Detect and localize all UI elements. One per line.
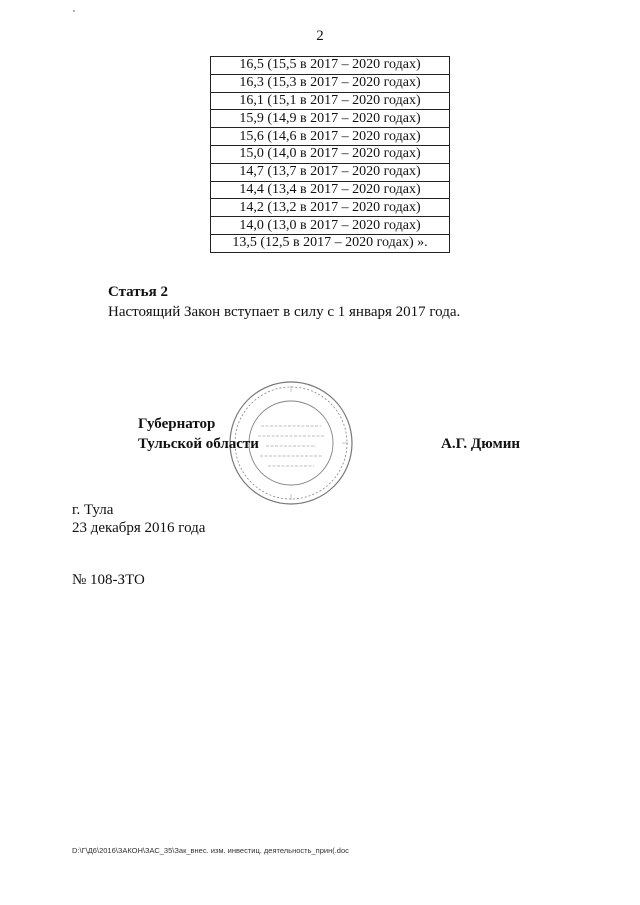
table-row xyxy=(211,199,450,217)
governor-title: Губернатор xyxy=(138,416,216,432)
table-row xyxy=(211,57,450,75)
table-row xyxy=(211,163,450,181)
table-row xyxy=(211,181,450,199)
table-cell: 15,9 (14,9 в 2017 – 2020 годах) xyxy=(211,110,450,128)
governor-name: А.Г. Дюмин xyxy=(441,436,521,452)
table-row xyxy=(211,74,450,92)
article-heading: Статья 2 xyxy=(108,284,168,300)
table-cell: 14,2 (13,2 в 2017 – 2020 годах) xyxy=(211,199,450,217)
table-cell: 14,0 (13,0 в 2017 – 2020 годах) xyxy=(211,217,450,235)
page-number: 2 xyxy=(316,28,324,44)
governor-region: Тульской области xyxy=(138,436,259,452)
rate-table xyxy=(210,56,450,253)
table-cell: 13,5 (12,5 в 2017 – 2020 годах) ». xyxy=(211,234,450,252)
table-row xyxy=(211,128,450,146)
file-path: D:\Г\Д6\2016\ЗАКОН\ЗАС_35\Зак_внес. изм. инвестиц. деятельность_прин(.doc xyxy=(72,846,349,855)
signing-date: 23 декабря 2016 года xyxy=(72,520,206,536)
table-row xyxy=(211,145,450,163)
table-cell: 16,5 (15,5 в 2017 – 2020 годах) xyxy=(211,57,450,75)
table-row xyxy=(211,234,450,252)
table-cell: 14,4 (13,4 в 2017 – 2020 годах) xyxy=(211,181,450,199)
table-row xyxy=(211,110,450,128)
signing-city: г. Тула xyxy=(72,502,114,518)
scan-artifact xyxy=(73,10,75,12)
law-number: № 108-ЗТО xyxy=(72,572,145,588)
table-cell: 15,6 (14,6 в 2017 – 2020 годах) xyxy=(211,128,450,146)
table-row xyxy=(211,217,450,235)
table-cell: 14,7 (13,7 в 2017 – 2020 годах) xyxy=(211,163,450,181)
table-cell: 16,3 (15,3 в 2017 – 2020 годах) xyxy=(211,74,450,92)
table-cell: 16,1 (15,1 в 2017 – 2020 годах) xyxy=(211,92,450,110)
article-text: Настоящий Закон вступает в силу с 1 января 2017 года. xyxy=(108,304,461,320)
table-cell: 15,0 (14,0 в 2017 – 2020 годах) xyxy=(211,145,450,163)
table-row xyxy=(211,92,450,110)
